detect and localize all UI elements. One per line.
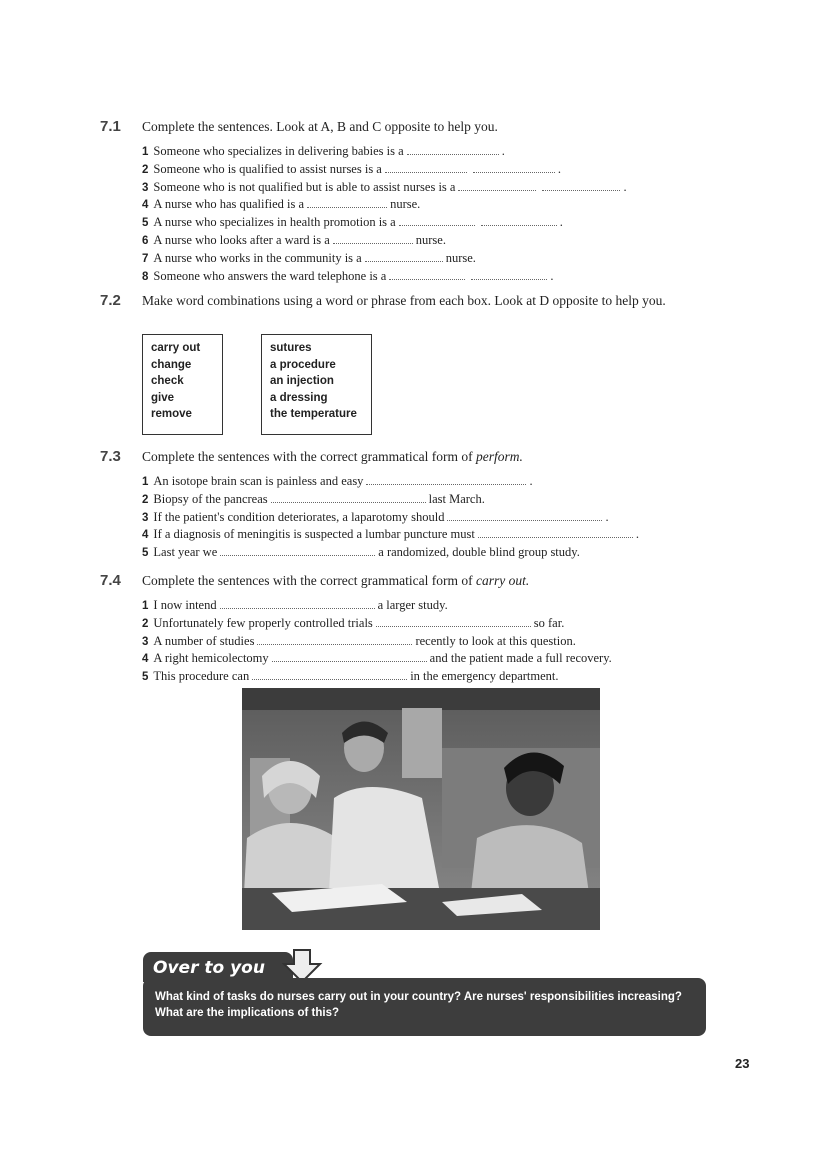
item-text-end: . — [623, 179, 627, 194]
list-item — [142, 650, 720, 668]
item-text-end: . — [559, 215, 563, 230]
item-number: 7 — [142, 252, 149, 265]
nurses-photo-illustration — [242, 688, 600, 930]
item-text: Someone who specializes in delivering babies is a — [153, 144, 404, 158]
item-number: 2 — [142, 493, 149, 506]
answer-blank[interactable] — [473, 163, 555, 173]
item-number: 2 — [142, 617, 149, 630]
word-box-objects — [261, 334, 372, 435]
item-text: A nurse who specializes in health promotion is a — [153, 215, 396, 230]
answer-blank[interactable] — [478, 528, 633, 538]
answer-blank[interactable] — [458, 181, 536, 191]
exercise-number: 7.4 — [100, 572, 121, 589]
item-text-end: . — [501, 144, 505, 158]
exercise-7-3 — [100, 448, 720, 562]
item-text-end: . — [550, 268, 554, 283]
box-word: remove — [151, 408, 192, 421]
box-word: a procedure — [270, 358, 336, 371]
box-word: check — [151, 375, 184, 388]
exercise-items — [142, 143, 720, 285]
answer-blank[interactable] — [272, 652, 427, 662]
answer-blank[interactable] — [376, 617, 531, 627]
item-number: 4 — [142, 529, 149, 542]
nurses-photo — [242, 688, 600, 930]
list-item — [142, 196, 720, 214]
list-item — [142, 526, 720, 544]
exercise-7-2 — [100, 292, 720, 309]
item-number: 5 — [142, 217, 149, 230]
answer-blank[interactable] — [542, 181, 620, 191]
list-item — [142, 161, 720, 179]
exercise-7-1 — [100, 118, 720, 285]
over-to-you-box — [143, 978, 706, 1036]
list-item — [142, 668, 720, 686]
item-number: 4 — [142, 199, 149, 212]
item-number: 5 — [142, 547, 149, 560]
answer-blank[interactable] — [399, 216, 475, 226]
item-text-end: . — [635, 527, 639, 542]
answer-blank[interactable] — [220, 599, 375, 609]
item-number: 2 — [142, 163, 149, 176]
list-item — [142, 250, 720, 268]
answer-blank[interactable] — [252, 670, 407, 680]
item-text: A number of studies — [153, 633, 255, 648]
item-text: A nurse who looks after a ward is a — [153, 232, 330, 247]
item-number: 3 — [142, 511, 149, 524]
item-number: 1 — [142, 146, 149, 158]
item-text-end: nurse. — [445, 250, 476, 265]
answer-blank[interactable] — [471, 270, 547, 280]
answer-blank[interactable] — [447, 511, 602, 521]
exercise-instruction: Complete the sentences. Look at A, B and C opposite to help you. — [142, 119, 498, 134]
box-word: change — [151, 358, 192, 371]
answer-blank[interactable] — [365, 252, 443, 262]
item-text: Someone who answers the ward telephone is a — [153, 268, 387, 283]
box-word: an injection — [270, 375, 334, 388]
item-text: This procedure can — [153, 669, 250, 684]
exercise-instruction — [142, 572, 682, 589]
answer-blank[interactable] — [366, 475, 526, 485]
item-text: Last year we — [153, 545, 218, 560]
page-number: 23 — [735, 1056, 750, 1071]
item-number: 3 — [142, 635, 149, 648]
answer-blank[interactable] — [333, 234, 413, 244]
item-text-end: nurse. — [415, 232, 446, 247]
item-number: 1 — [142, 600, 149, 612]
list-item — [142, 268, 720, 286]
item-text-end: recently to look at this question. — [415, 633, 576, 648]
item-text-end: a larger study. — [377, 598, 448, 612]
item-number: 1 — [142, 476, 149, 488]
box-word: the temperature — [270, 408, 357, 421]
list-item — [142, 473, 720, 491]
box-word: sutures — [270, 342, 312, 354]
item-text: If the patient's condition deteriorates, a laparotomy should — [153, 509, 445, 524]
item-number: 8 — [142, 270, 149, 283]
box-word: carry out — [151, 342, 201, 354]
item-text-end: . — [557, 161, 561, 176]
box-word: give — [151, 391, 175, 404]
item-text: Someone who is not qualified but is able to assist nurses is a — [153, 179, 456, 194]
item-text: An isotope brain scan is painless and easy — [153, 474, 364, 488]
list-item — [142, 491, 720, 509]
item-text: If a diagnosis of meningitis is suspected a lumbar puncture must — [153, 527, 475, 542]
item-text: A nurse who works in the community is a — [153, 250, 362, 265]
answer-blank[interactable] — [271, 493, 426, 503]
exercise-instruction — [142, 448, 682, 465]
list-item — [142, 509, 720, 527]
list-item — [142, 544, 720, 562]
item-text-end: in the emergency department. — [410, 669, 559, 684]
item-text-end: . — [605, 509, 609, 524]
list-item — [142, 143, 720, 161]
list-item — [142, 179, 720, 197]
item-text-end: so far. — [533, 615, 565, 630]
item-number: 5 — [142, 671, 149, 684]
item-text: Unfortunately few properly controlled trials — [153, 615, 373, 630]
answer-blank[interactable] — [257, 635, 412, 645]
item-number: 3 — [142, 181, 149, 194]
over-to-you-text: What kind of tasks do nurses carry out in your country? Are nurses' responsibilities increasing? What are the implications of this? — [155, 991, 682, 1019]
answer-blank[interactable] — [407, 145, 499, 155]
word-box-verbs — [142, 334, 223, 435]
item-number: 4 — [142, 653, 149, 666]
item-text-end: . — [529, 474, 533, 488]
list-item — [142, 232, 720, 250]
exercise-number: 7.2 — [100, 292, 121, 309]
box-word: a dressing — [270, 391, 328, 404]
item-text: A nurse who has qualified is a — [153, 197, 305, 212]
answer-blank[interactable] — [220, 546, 375, 556]
list-item — [142, 597, 720, 615]
item-text-end: nurse. — [390, 197, 421, 212]
instruction-keyword: perform. — [476, 449, 523, 464]
list-item — [142, 633, 720, 651]
exercise-items — [142, 597, 720, 686]
over-to-you-title: Over to you — [143, 952, 293, 982]
item-text: Someone who is qualified to assist nurses is a — [153, 161, 382, 176]
instruction-text: Complete the sentences with the correct grammatical form of — [142, 573, 476, 588]
exercise-number: 7.3 — [100, 448, 121, 465]
answer-blank[interactable] — [307, 198, 387, 208]
item-text-end: and the patient made a full recovery. — [429, 651, 612, 666]
item-text: A right hemicolectomy — [153, 651, 269, 666]
exercise-items — [142, 473, 720, 562]
item-text: I now intend — [153, 598, 217, 612]
list-item — [142, 214, 720, 232]
item-text: Biopsy of the pancreas — [153, 491, 268, 506]
list-item — [142, 615, 720, 633]
instruction-keyword: carry out. — [476, 573, 530, 588]
item-text-end: a randomized, double blind group study. — [378, 545, 580, 560]
answer-blank[interactable] — [385, 163, 467, 173]
exercise-number: 7.1 — [100, 118, 121, 135]
exercise-instruction: Make word combinations using a word or phrase from each box. Look at D opposite to help you. — [142, 293, 666, 308]
exercise-7-4 — [100, 572, 720, 686]
item-text-end: last March. — [428, 491, 485, 506]
instruction-text: Complete the sentences with the correct grammatical form of — [142, 449, 476, 464]
item-number: 6 — [142, 234, 149, 247]
answer-blank[interactable] — [481, 216, 557, 226]
answer-blank[interactable] — [389, 270, 465, 280]
